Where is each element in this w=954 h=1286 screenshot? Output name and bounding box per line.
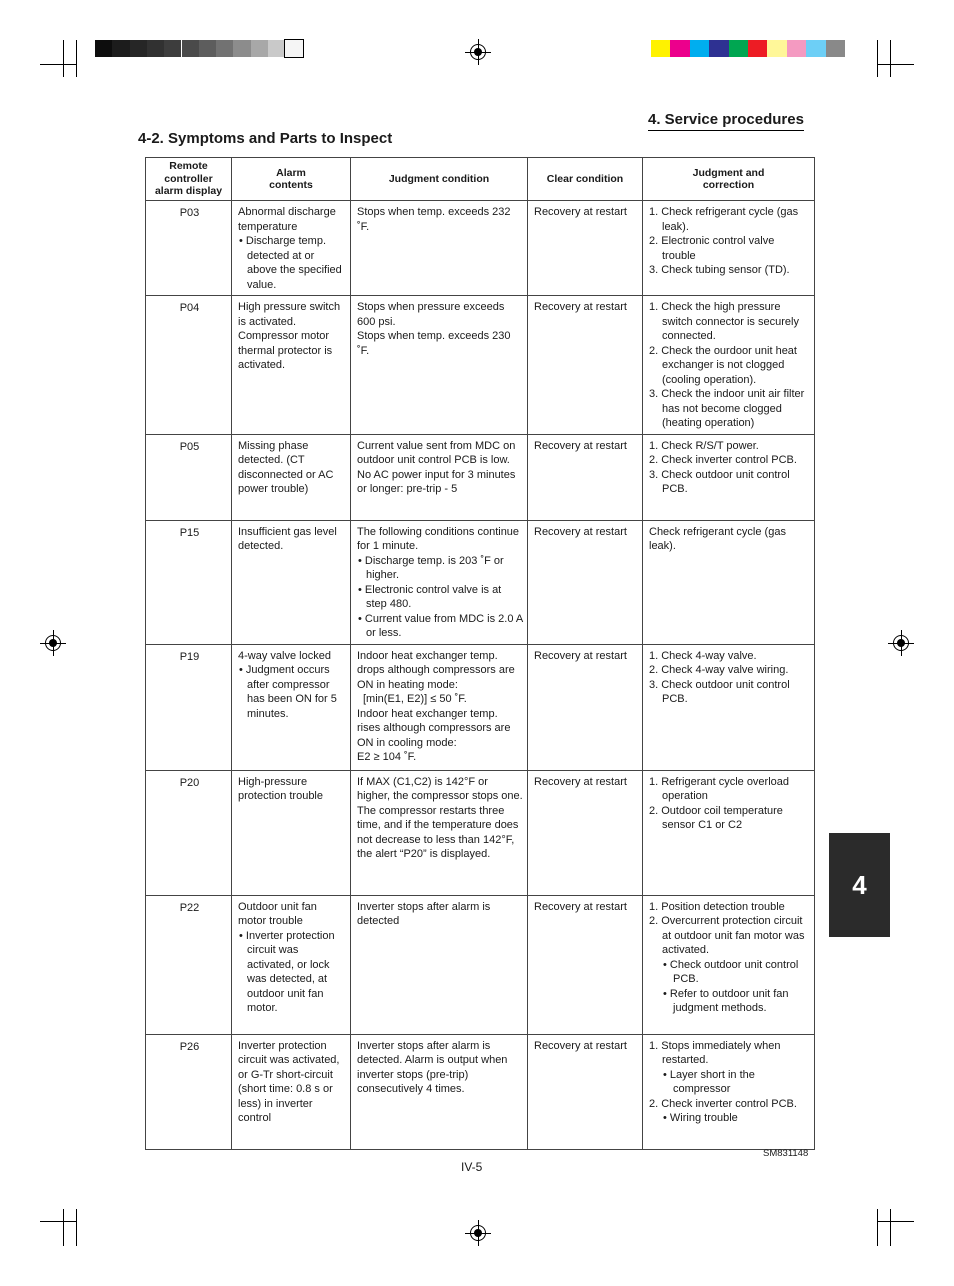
calibration-swatch <box>285 40 302 57</box>
table-row <box>146 770 815 895</box>
alarm-contents: Insufficient gas level detected. <box>232 520 351 644</box>
judgment-condition: Stops when temp. exceeds 232 ˚F. <box>351 201 528 296</box>
judgment-correction: 1. Check R/S/T power. 2. Check inverter control PCB. 3. Check outdoor unit control PCB. <box>643 434 815 520</box>
calibration-swatch <box>651 40 670 57</box>
clear-condition: Recovery at restart <box>528 1034 643 1149</box>
alarm-code: P20 <box>146 770 232 895</box>
table-row <box>146 520 815 644</box>
judgment-correction: 1. Position detection trouble 2. Overcurrent protection circuit at outdoor unit fan motor was activated. • Check outdoor unit control PCB. • Refer to outdoor unit fan judgment methods. <box>643 895 815 1034</box>
table-row <box>146 434 815 520</box>
judgment-correction: 1. Check refrigerant cycle (gas leak). 2. Electronic control valve trouble 3. Check tubing sensor (TD). <box>643 201 815 296</box>
calibration-swatch <box>806 40 825 57</box>
calibration-swatch <box>233 40 250 57</box>
registration-mark-top <box>470 44 486 60</box>
judgment-condition: Current value sent from MDC on outdoor unit control PCB is low. No AC power input for 3 minutes or longer: pre-trip - 5 <box>351 434 528 520</box>
judgment-condition: Stops when pressure exceeds 600 psi. Stops when temp. exceeds 230 ˚F. <box>351 296 528 435</box>
alarm-code: P19 <box>146 644 232 770</box>
alarm-code: P22 <box>146 895 232 1034</box>
document-code: SM831148 <box>763 1148 809 1159</box>
calibration-swatch <box>147 40 164 57</box>
calibration-swatch <box>251 40 268 57</box>
judgment-condition: Inverter stops after alarm is detected <box>351 895 528 1034</box>
clear-condition: Recovery at restart <box>528 520 643 644</box>
table-row <box>146 644 815 770</box>
table-row <box>146 201 815 296</box>
calibration-swatch <box>130 40 147 57</box>
alarm-code: P04 <box>146 296 232 435</box>
calibration-swatch <box>164 40 181 57</box>
header-alarm-display: Remote controller alarm display <box>146 158 232 201</box>
alarm-contents: Inverter protection circuit was activated, or G-Tr short-circuit (short time: 0.8 s or less) in inverter control <box>232 1034 351 1149</box>
clear-condition: Recovery at restart <box>528 434 643 520</box>
alarm-code: P26 <box>146 1034 232 1149</box>
registration-mark-left <box>45 635 61 651</box>
calibration-swatch <box>199 40 216 57</box>
alarm-code: P05 <box>146 434 232 520</box>
header-judgment-correction: Judgment and correction <box>643 158 815 201</box>
alarm-contents: Outdoor unit fan motor trouble • Inverter protection circuit was activated, or lock was detected, at outdoor unit fan motor. <box>232 895 351 1034</box>
clear-condition: Recovery at restart <box>528 296 643 435</box>
symptoms-table <box>145 157 815 1150</box>
calibration-swatch <box>787 40 806 57</box>
calibration-swatch <box>690 40 709 57</box>
judgment-correction: 1. Refrigerant cycle overload operation 2. Outdoor coil temperature sensor C1 or C2 <box>643 770 815 895</box>
calibration-swatch <box>826 40 845 57</box>
alarm-contents: High pressure switch is activated. Compressor motor thermal protector is activated. <box>232 296 351 435</box>
table-row <box>146 895 815 1034</box>
alarm-contents: Abnormal discharge temperature • Discharge temp. detected at or above the specified value. <box>232 201 351 296</box>
table-row <box>146 1034 815 1149</box>
calibration-swatch <box>112 40 129 57</box>
header-judgment-condition: Judgment condition <box>351 158 528 201</box>
table-row <box>146 296 815 435</box>
calibration-swatch <box>182 40 199 57</box>
calibration-swatch <box>709 40 728 57</box>
clear-condition: Recovery at restart <box>528 895 643 1034</box>
calibration-swatch <box>95 40 112 57</box>
registration-mark-right <box>893 635 909 651</box>
judgment-correction: 1. Check the high pressure switch connector is securely connected. 2. Check the ourdoor unit heat exchanger is not clogged (cooling operation). 3. Check the indoor unit air filter has not become clogged (heating operation) <box>643 296 815 435</box>
judgment-condition: Inverter stops after alarm is detected. Alarm is output when inverter stops (pre-trip) consecutively 4 times. <box>351 1034 528 1149</box>
clear-condition: Recovery at restart <box>528 644 643 770</box>
page-number: IV-5 <box>461 1160 483 1174</box>
alarm-contents: 4-way valve locked • Judgment occurs after compressor has been ON for 5 minutes. <box>232 644 351 770</box>
alarm-code: P15 <box>146 520 232 644</box>
calibration-swatch <box>748 40 767 57</box>
chapter-title: 4. Service procedures <box>648 111 804 131</box>
header-clear-condition: Clear condition <box>528 158 643 201</box>
chapter-tab: 4 <box>829 833 890 937</box>
judgment-correction: 1. Check 4-way valve. 2. Check 4-way valve wiring. 3. Check outdoor unit control PCB. <box>643 644 815 770</box>
judgment-condition: If MAX (C1,C2) is 142°F or higher, the compressor stops one. The compressor restarts three time, and if the temperature does not decrease to less than 142°F, the alert “P20” is displayed. <box>351 770 528 895</box>
alarm-code: P03 <box>146 201 232 296</box>
judgment-correction: 1. Stops immediately when restarted. • Layer short in the compressor 2. Check inverter control PCB. • Wiring trouble <box>643 1034 815 1149</box>
table-header-row <box>146 158 815 201</box>
calibration-swatch <box>729 40 748 57</box>
clear-condition: Recovery at restart <box>528 770 643 895</box>
calibration-swatch <box>216 40 233 57</box>
section-title: 4-2. Symptoms and Parts to Inspect <box>138 130 393 147</box>
header-alarm-contents: Alarm contents <box>232 158 351 201</box>
clear-condition: Recovery at restart <box>528 201 643 296</box>
calibration-swatch <box>670 40 689 57</box>
alarm-contents: High-pressure protection trouble <box>232 770 351 895</box>
registration-mark-bottom <box>470 1225 486 1241</box>
calibration-swatch <box>767 40 786 57</box>
judgment-condition: Indoor heat exchanger temp. drops although compressors are ON in heating mode: [min(E1, E2)] ≤ 50 ˚F. Indoor heat exchanger temp. rises although compressors are ON in cooling mode: E2 ≥ 104 ˚F. <box>351 644 528 770</box>
judgment-correction: Check refrigerant cycle (gas leak). <box>643 520 815 644</box>
judgment-condition: The following conditions continue for 1 minute. • Discharge temp. is 203 ˚F or higher. • Electronic control valve is at step 480. • Current value from MDC is 2.0 A or less. <box>351 520 528 644</box>
alarm-contents: Missing phase detected. (CT disconnected or AC power trouble) <box>232 434 351 520</box>
calibration-swatch <box>268 40 285 57</box>
